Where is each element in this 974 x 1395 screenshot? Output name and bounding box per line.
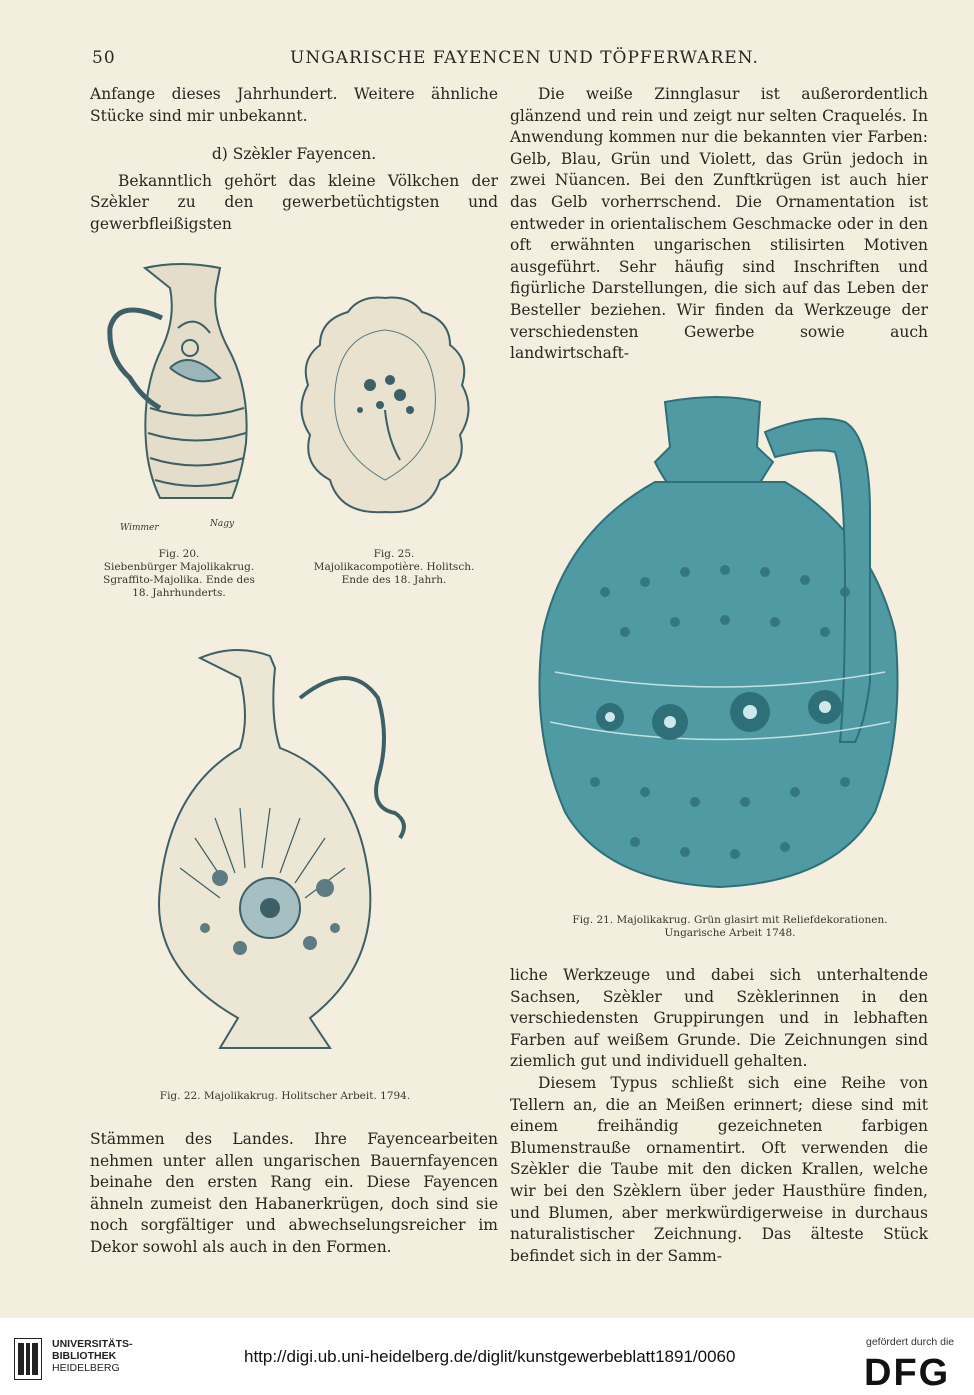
funding-note: gefördert durch die xyxy=(866,1336,955,1348)
page-number: 50 xyxy=(92,48,116,68)
library-line: HEIDELBERG xyxy=(52,1362,120,1374)
left-column-top xyxy=(90,84,498,236)
left-column-bottom xyxy=(90,1129,498,1259)
fig20-label: Fig. 20. xyxy=(158,548,200,560)
fig20-caption xyxy=(84,548,274,600)
left-top-paragraph: Anfange dieses Jahrhundert. Weitere ähnliche Stücke sind mir unbekannt. xyxy=(90,85,498,125)
right-paragraph-2: liche Werkzeuge und dabei sich unterhaltende Sachsen, Szèkler und Szèklerinnen in den verschiedensten Gruppirungen und in lebhaften Farben auf weißem Grunde. Die Zeichnungen sind ziemlich gut und individuell gehalten. xyxy=(510,966,928,1071)
running-title: UNGARISCHE FAYENCEN UND TÖPFERWAREN. xyxy=(290,48,759,68)
right-column-bottom xyxy=(510,965,928,1267)
fig25-caption-line: Majolikacompotière. Holitsch. xyxy=(313,561,475,573)
left-bottom-paragraph: Stämmen des Landes. Ihre Fayencearbeiten nehmen unter allen ungarischen Bauernfayencen beinahe den ersten Rang ein. Diese Fayencen ähneln zumeist den Habanerkrügen, doch sind sie noch sorgfältiger und abwechselungsreicher im Dekor sowohl als auch in den Formen. xyxy=(90,1130,498,1256)
digitization-footer xyxy=(0,1318,974,1395)
fig21-caption-line: Fig. 21. Majolikakrug. Grün glasirt mit Reliefdekorationen. xyxy=(572,914,888,926)
svg-text:Wimmer: Wimmer xyxy=(120,523,159,533)
fig20-caption-line: Sgraffito-Majolika. Ende des xyxy=(103,574,255,586)
fig22-flask-illustration xyxy=(120,638,450,1078)
section-heading: d) Szèkler Fayencen. xyxy=(211,145,377,164)
fig25-caption xyxy=(296,548,492,587)
library-line: UNIVERSITÄTS- xyxy=(52,1338,133,1350)
fig21-caption xyxy=(530,914,930,940)
university-library-logo-icon xyxy=(14,1338,42,1380)
permalink-url[interactable]: http://digi.ub.uni-heidelberg.de/diglit/kunstgewerbeblatt1891/0060 xyxy=(244,1347,736,1366)
library-name xyxy=(52,1338,133,1374)
fig20-jug-illustration xyxy=(100,258,280,548)
fig22-caption: Fig. 22. Majolikakrug. Holitscher Arbeit. 1794. xyxy=(159,1090,411,1102)
fig25-label: Fig. 25. xyxy=(373,548,415,560)
right-column-top xyxy=(510,84,928,365)
fig21-relief-jug-photo xyxy=(525,392,925,912)
svg-text:Nagy: Nagy xyxy=(210,519,235,529)
section-paragraph: Bekanntlich gehört das kleine Völkchen der Szèkler zu den gewerbetüchtigsten und gewerbfleißigsten xyxy=(90,171,498,233)
dfg-logo: DFG xyxy=(864,1352,951,1394)
right-paragraph-1: Die weiße Zinnglasur ist außerordentlich glänzend und rein und zeigt nur selten Craquelés. In Anwendung kommen nur die bekannten vier Farben: Gelb, Blau, Grün und Violett, das Grün jedoch in zwei Nüancen. Bei den Zunftkrügen ist auch hier das Gelb vorherrschend. Die Ornamentation ist entweder in orientalischem Geschmacke oder in den oft erwähnten ungarischen stilisirten Motiven ausgeführt. Sehr häufig sind Inschriften und figürliche Darstellungen, die sich auf das Leben der Besteller beziehen. Wir finden da Werkzeuge der verschiedensten Gewerbe sowie auch landwirtschaft- xyxy=(510,85,928,363)
fig20-caption-line: 18. Jahrhunderts. xyxy=(132,587,226,599)
fig20-caption-line: Siebenbürger Majolikakrug. xyxy=(103,561,255,573)
fig21-caption-line: Ungarische Arbeit 1748. xyxy=(664,927,796,939)
library-line: BIBLIOTHEK xyxy=(52,1350,117,1362)
fig25-compotiere-illustration xyxy=(290,290,480,530)
fig25-caption-line: Ende des 18. Jahrh. xyxy=(341,574,447,586)
right-paragraph-3: Diesem Typus schließt sich eine Reihe von Tellern an, die an Meißen erinnert; diese sind mit einem freihändig gezeichneten farbigen Blumenstrauße ornamentirt. Oft verwenden die Szèkler die Taube mit den dicken Krallen, welche wir bei den Szèklern über jeder Hausthüre finden, und Blumen, aber merkwürdigerweise in durchaus naturalistischer Zeichnung. Das älteste Stück befindet sich in der Samm- xyxy=(510,1073,928,1265)
